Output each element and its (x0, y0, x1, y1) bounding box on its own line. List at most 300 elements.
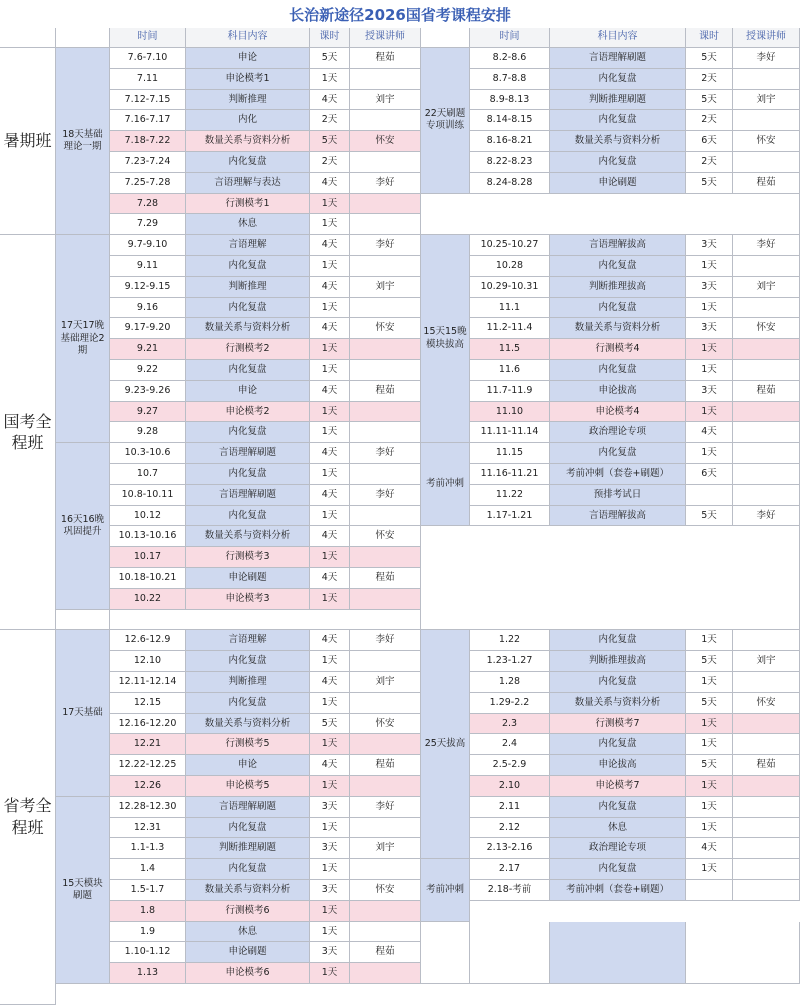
row-time: 12.6-12.9 (110, 630, 186, 651)
row-hours: 2天 (310, 110, 350, 131)
group-label: 22天刷题专项训练 (421, 48, 470, 194)
row-time: 10.22 (110, 589, 186, 610)
column-header: 时间 (470, 28, 550, 48)
row-time: 10.17 (110, 547, 186, 568)
row-time: 10.18-10.21 (110, 568, 186, 589)
row-time: 1.29-2.2 (470, 693, 550, 714)
row-time: 12.15 (110, 693, 186, 714)
row-teacher (733, 859, 800, 880)
row-teacher: 怀安 (350, 131, 421, 152)
row-time: 9.27 (110, 402, 186, 423)
row-hours: 1天 (310, 776, 350, 797)
row-hours: 1天 (310, 402, 350, 423)
row-subject: 申论模考7 (550, 776, 686, 797)
row-teacher: 刘宇 (350, 672, 421, 693)
row-time: 9.7-9.10 (110, 235, 186, 256)
row-subject: 数量关系与资料分析 (550, 131, 686, 152)
row-hours: 1天 (686, 298, 733, 319)
class-label: 省考全程班 (0, 630, 56, 1004)
row-subject: 内化 (186, 110, 310, 131)
row-subject: 申论模考5 (186, 776, 310, 797)
row-hours: 3天 (310, 838, 350, 859)
column-header: 科目内容 (186, 28, 310, 48)
row-hours: 5天 (686, 755, 733, 776)
column-header: 科目内容 (550, 28, 686, 48)
row-time: 12.28-12.30 (110, 797, 186, 818)
row-subject: 内化复盘 (550, 360, 686, 381)
row-subject: 政治理论专项 (550, 838, 686, 859)
row-subject: 申论刷题 (550, 173, 686, 194)
row-hours: 3天 (686, 381, 733, 402)
row-subject: 判断推理拔高 (550, 651, 686, 672)
row-hours: 1天 (310, 651, 350, 672)
row-time: 2.3 (470, 714, 550, 735)
row-subject: 申论模考4 (550, 402, 686, 423)
row-teacher: 刘宇 (733, 277, 800, 298)
row-hours: 4天 (310, 672, 350, 693)
row-teacher (733, 734, 800, 755)
header-blank-cell (56, 28, 110, 48)
row-hours: 1天 (310, 859, 350, 880)
row-hours: 1天 (686, 859, 733, 880)
row-subject: 判断推理刷题 (550, 90, 686, 111)
column-header: 授课讲师 (350, 28, 421, 48)
row-teacher (350, 818, 421, 839)
row-subject: 内化复盘 (186, 298, 310, 319)
row-time: 10.25-10.27 (470, 235, 550, 256)
row-hours: 5天 (686, 506, 733, 527)
row-teacher (350, 901, 421, 922)
row-hours: 1天 (310, 69, 350, 90)
row-time: 1.9 (110, 922, 186, 943)
row-subject: 休息 (186, 214, 310, 235)
row-hours: 5天 (310, 714, 350, 735)
row-subject: 内化复盘 (186, 422, 310, 443)
row-teacher: 李好 (350, 173, 421, 194)
row-time: 9.28 (110, 422, 186, 443)
empty-block (421, 194, 800, 236)
row-teacher (350, 776, 421, 797)
group-label: 15天模块刷题 (56, 797, 110, 984)
row-subject: 申论 (186, 48, 310, 69)
row-time: 2.12 (470, 818, 550, 839)
row-subject: 数量关系与资料分析 (186, 880, 310, 901)
row-subject: 内化复盘 (550, 797, 686, 818)
row-teacher: 刘宇 (350, 838, 421, 859)
row-hours: 5天 (686, 693, 733, 714)
row-hours: 3天 (686, 318, 733, 339)
row-teacher (350, 298, 421, 319)
row-hours: 1天 (310, 589, 350, 610)
row-teacher (350, 256, 421, 277)
empty-block (470, 922, 550, 984)
row-teacher (733, 360, 800, 381)
row-time: 2.10 (470, 776, 550, 797)
row-time: 8.9-8.13 (470, 90, 550, 111)
row-subject: 申论模考1 (186, 69, 310, 90)
row-subject: 数量关系与资料分析 (550, 318, 686, 339)
group-label: 17天基础 (56, 630, 110, 796)
row-time: 2.4 (470, 734, 550, 755)
group-label: 17天17晚基础理论2期 (56, 235, 110, 443)
row-teacher: 程茹 (350, 755, 421, 776)
row-teacher: 李好 (350, 797, 421, 818)
row-teacher: 程茹 (350, 381, 421, 402)
row-subject: 内化复盘 (550, 443, 686, 464)
row-hours: 2天 (686, 69, 733, 90)
row-hours: 1天 (310, 256, 350, 277)
row-subject: 申论刷题 (186, 568, 310, 589)
row-hours: 4天 (310, 173, 350, 194)
row-teacher (350, 194, 421, 215)
row-time: 1.1-1.3 (110, 838, 186, 859)
row-subject: 内化复盘 (550, 152, 686, 173)
row-time: 7.11 (110, 69, 186, 90)
row-hours: 5天 (686, 173, 733, 194)
row-subject: 言语理解拔高 (550, 235, 686, 256)
row-time: 9.23-9.26 (110, 381, 186, 402)
row-subject: 言语理解 (186, 235, 310, 256)
row-time: 11.2-11.4 (470, 318, 550, 339)
row-hours: 3天 (686, 277, 733, 298)
row-teacher (733, 339, 800, 360)
group-label: 15天15晚模块拔高 (421, 235, 470, 443)
class-label: 国考全程班 (0, 235, 56, 630)
row-subject: 政治理论专项 (550, 422, 686, 443)
row-hours: 1天 (310, 963, 350, 984)
row-hours: 5天 (686, 651, 733, 672)
row-time: 7.16-7.17 (110, 110, 186, 131)
row-teacher: 李好 (350, 443, 421, 464)
row-hours: 1天 (310, 547, 350, 568)
row-time: 7.25-7.28 (110, 173, 186, 194)
row-subject: 数量关系与资料分析 (550, 693, 686, 714)
row-subject: 考前冲刺（套卷+刷题） (550, 880, 686, 901)
group-label: 16天16晚巩固提升 (56, 443, 110, 609)
row-teacher (350, 339, 421, 360)
row-subject: 预排考试日 (550, 485, 686, 506)
row-hours: 1天 (310, 464, 350, 485)
row-time: 11.16-11.21 (470, 464, 550, 485)
row-time: 10.28 (470, 256, 550, 277)
row-hours: 1天 (686, 797, 733, 818)
row-hours: 1天 (310, 818, 350, 839)
row-time: 8.22-8.23 (470, 152, 550, 173)
column-header: 时间 (110, 28, 186, 48)
row-teacher (350, 693, 421, 714)
group-label: 考前冲刺 (421, 443, 470, 526)
row-teacher: 怀安 (350, 526, 421, 547)
row-subject: 申论拔高 (550, 755, 686, 776)
row-time: 9.16 (110, 298, 186, 319)
row-subject: 行测模考2 (186, 339, 310, 360)
row-teacher (733, 776, 800, 797)
row-hours: 1天 (686, 402, 733, 423)
row-time: 11.1 (470, 298, 550, 319)
row-time: 9.22 (110, 360, 186, 381)
row-subject: 言语理解刷题 (550, 48, 686, 69)
row-subject: 判断推理拔高 (550, 277, 686, 298)
row-teacher (350, 922, 421, 943)
group-label: 25天拔高 (421, 630, 470, 859)
row-hours: 4天 (310, 485, 350, 506)
row-time: 7.23-7.24 (110, 152, 186, 173)
row-subject: 言语理解拔高 (550, 506, 686, 527)
row-hours: 4天 (310, 381, 350, 402)
row-teacher (733, 630, 800, 651)
row-time: 1.5-1.7 (110, 880, 186, 901)
row-hours: 2天 (686, 110, 733, 131)
row-time: 10.7 (110, 464, 186, 485)
row-teacher (733, 714, 800, 735)
row-subject: 内化复盘 (186, 859, 310, 880)
row-time: 2.13-2.16 (470, 838, 550, 859)
row-teacher: 怀安 (733, 693, 800, 714)
row-time: 7.6-7.10 (110, 48, 186, 69)
row-teacher (733, 818, 800, 839)
row-time: 12.21 (110, 734, 186, 755)
row-hours: 5天 (686, 90, 733, 111)
row-teacher (350, 360, 421, 381)
empty-block (421, 526, 800, 630)
row-subject: 内化复盘 (186, 506, 310, 527)
row-teacher: 李好 (350, 235, 421, 256)
row-teacher (733, 485, 800, 506)
row-subject: 内化复盘 (186, 818, 310, 839)
row-subject: 内化复盘 (550, 672, 686, 693)
row-hours: 1天 (310, 901, 350, 922)
row-teacher: 程茹 (350, 942, 421, 963)
row-subject: 言语理解刷题 (186, 797, 310, 818)
row-hours: 1天 (686, 256, 733, 277)
row-subject: 内化复盘 (550, 110, 686, 131)
row-teacher: 李好 (733, 48, 800, 69)
row-time: 1.4 (110, 859, 186, 880)
row-hours: 4天 (310, 443, 350, 464)
column-header: 课时 (686, 28, 733, 48)
row-teacher (350, 963, 421, 984)
row-time: 7.28 (110, 194, 186, 215)
row-subject: 数量关系与资料分析 (186, 318, 310, 339)
row-subject: 内化复盘 (186, 651, 310, 672)
row-teacher (733, 672, 800, 693)
row-hours: 1天 (686, 714, 733, 735)
row-subject: 内化复盘 (186, 464, 310, 485)
row-teacher: 怀安 (733, 318, 800, 339)
row-hours: 2天 (310, 152, 350, 173)
row-time: 11.11-11.14 (470, 422, 550, 443)
row-hours: 3天 (686, 235, 733, 256)
class-label: 暑期班 (0, 48, 56, 235)
row-time: 2.5-2.9 (470, 755, 550, 776)
row-hours: 3天 (310, 942, 350, 963)
row-time: 8.24-8.28 (470, 173, 550, 194)
row-hours: 1天 (310, 506, 350, 527)
row-teacher (733, 464, 800, 485)
row-time: 12.22-12.25 (110, 755, 186, 776)
row-hours: 4天 (310, 755, 350, 776)
row-teacher: 刘宇 (350, 90, 421, 111)
group-label: 考前冲刺 (421, 859, 470, 921)
row-teacher (350, 859, 421, 880)
row-subject: 判断推理 (186, 90, 310, 111)
row-subject: 判断推理 (186, 277, 310, 298)
page-title: 长治新途径2026国省考课程安排 (289, 5, 511, 24)
row-subject: 行测模考5 (186, 734, 310, 755)
row-time: 10.8-10.11 (110, 485, 186, 506)
row-subject: 言语理解刷题 (186, 443, 310, 464)
row-teacher: 李好 (733, 506, 800, 527)
row-subject: 判断推理刷题 (186, 838, 310, 859)
row-subject: 内化复盘 (550, 298, 686, 319)
empty-block (421, 922, 470, 984)
row-hours: 1天 (686, 339, 733, 360)
row-subject: 内化复盘 (186, 693, 310, 714)
row-teacher (733, 443, 800, 464)
row-teacher (350, 69, 421, 90)
row-subject: 考前冲刺（套卷+刷题） (550, 464, 686, 485)
header-blank-cell (421, 28, 470, 48)
row-time: 10.13-10.16 (110, 526, 186, 547)
row-subject: 判断推理 (186, 672, 310, 693)
row-teacher (733, 69, 800, 90)
row-hours: 1天 (686, 734, 733, 755)
empty-block (686, 922, 800, 984)
header-blank-cell (0, 28, 56, 48)
row-subject: 内化复盘 (550, 256, 686, 277)
row-teacher: 程茹 (733, 173, 800, 194)
row-hours: 3天 (310, 880, 350, 901)
row-hours: 6天 (686, 131, 733, 152)
column-header: 课时 (310, 28, 350, 48)
row-hours: 1天 (686, 776, 733, 797)
row-subject: 申论拔高 (550, 381, 686, 402)
row-hours: 1天 (686, 672, 733, 693)
row-teacher: 刘宇 (733, 651, 800, 672)
row-time: 12.31 (110, 818, 186, 839)
row-time: 9.21 (110, 339, 186, 360)
row-subject: 申论刷题 (186, 942, 310, 963)
row-teacher: 程茹 (733, 381, 800, 402)
row-hours: 1天 (310, 693, 350, 714)
row-teacher (350, 214, 421, 235)
row-hours: 4天 (686, 422, 733, 443)
row-subject: 行测模考3 (186, 547, 310, 568)
row-subject: 数量关系与资料分析 (186, 131, 310, 152)
row-time: 1.17-1.21 (470, 506, 550, 527)
row-subject: 内化复盘 (550, 859, 686, 880)
row-teacher: 怀安 (733, 131, 800, 152)
row-time: 9.17-9.20 (110, 318, 186, 339)
spacer-cell (56, 610, 110, 631)
row-teacher (733, 422, 800, 443)
row-subject: 申论 (186, 755, 310, 776)
row-time: 1.23-1.27 (470, 651, 550, 672)
row-hours: 1天 (310, 922, 350, 943)
empty-block (550, 922, 686, 984)
row-time: 8.14-8.15 (470, 110, 550, 131)
row-hours: 4天 (310, 277, 350, 298)
row-hours: 6天 (686, 464, 733, 485)
row-teacher (350, 506, 421, 527)
row-teacher (733, 298, 800, 319)
row-hours: 1天 (686, 443, 733, 464)
row-subject: 行测模考4 (550, 339, 686, 360)
row-teacher: 程茹 (350, 568, 421, 589)
row-time: 11.10 (470, 402, 550, 423)
row-subject: 内化复盘 (186, 360, 310, 381)
row-teacher (733, 256, 800, 277)
row-time: 7.29 (110, 214, 186, 235)
row-teacher (350, 589, 421, 610)
row-teacher (350, 152, 421, 173)
row-hours: 1天 (310, 339, 350, 360)
row-subject: 申论模考6 (186, 963, 310, 984)
row-time: 2.11 (470, 797, 550, 818)
row-hours: 5天 (310, 48, 350, 69)
row-subject: 数量关系与资料分析 (186, 714, 310, 735)
row-hours: 4天 (310, 318, 350, 339)
row-teacher: 李好 (350, 485, 421, 506)
row-time: 9.12-9.15 (110, 277, 186, 298)
row-teacher (350, 464, 421, 485)
row-hours: 5天 (686, 48, 733, 69)
row-teacher: 李好 (733, 235, 800, 256)
row-subject: 内化复盘 (186, 152, 310, 173)
row-time: 11.7-11.9 (470, 381, 550, 402)
row-subject: 内化复盘 (550, 734, 686, 755)
row-teacher (350, 547, 421, 568)
row-subject: 内化复盘 (550, 630, 686, 651)
row-hours: 4天 (310, 235, 350, 256)
row-time: 1.13 (110, 963, 186, 984)
row-teacher: 刘宇 (733, 90, 800, 111)
row-hours: 5天 (310, 131, 350, 152)
row-teacher (733, 880, 800, 901)
row-teacher: 怀安 (350, 880, 421, 901)
row-time: 8.16-8.21 (470, 131, 550, 152)
row-hours: 1天 (310, 422, 350, 443)
row-teacher: 程茹 (350, 48, 421, 69)
row-hours (686, 880, 733, 901)
row-subject: 申论模考2 (186, 402, 310, 423)
row-time: 10.29-10.31 (470, 277, 550, 298)
row-subject: 休息 (186, 922, 310, 943)
row-subject: 行测模考7 (550, 714, 686, 735)
spacer-row (56, 610, 421, 631)
row-teacher: 刘宇 (350, 277, 421, 298)
row-teacher (733, 402, 800, 423)
row-time: 11.6 (470, 360, 550, 381)
row-hours: 4天 (686, 838, 733, 859)
row-subject: 言语理解刷题 (186, 485, 310, 506)
row-time: 7.18-7.22 (110, 131, 186, 152)
row-teacher (350, 110, 421, 131)
row-teacher (733, 838, 800, 859)
row-teacher: 李好 (350, 630, 421, 651)
row-subject: 言语理解与表达 (186, 173, 310, 194)
row-time: 7.12-7.15 (110, 90, 186, 111)
row-hours: 1天 (686, 360, 733, 381)
row-hours: 1天 (686, 818, 733, 839)
row-time: 12.26 (110, 776, 186, 797)
row-time: 8.7-8.8 (470, 69, 550, 90)
row-hours (686, 485, 733, 506)
row-time: 1.22 (470, 630, 550, 651)
row-hours: 1天 (310, 214, 350, 235)
row-subject: 休息 (550, 818, 686, 839)
row-time: 11.5 (470, 339, 550, 360)
